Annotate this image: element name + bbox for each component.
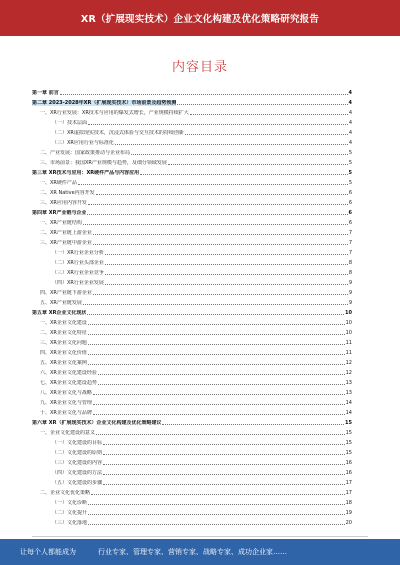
toc-entry-label: （二）文化建设的原则 bbox=[52, 450, 103, 456]
toc-entry-page: 17 bbox=[345, 480, 352, 486]
toc-entry[interactable] bbox=[32, 306, 352, 316]
toc-entry-page: 5 bbox=[348, 150, 352, 156]
toc-leader-dots bbox=[88, 344, 345, 345]
toc-entry-page: 19 bbox=[345, 510, 352, 516]
toc-entry[interactable] bbox=[32, 406, 352, 416]
toc-entry[interactable] bbox=[32, 256, 352, 266]
toc-entry-label: 一、XR产业链结构 bbox=[40, 220, 82, 226]
toc-entry[interactable] bbox=[32, 96, 352, 106]
toc-entry-label: 一、XR硬件产品 bbox=[40, 180, 77, 186]
toc-entry-label: （四）XR行业企业发展 bbox=[52, 280, 104, 286]
toc-leader-dots bbox=[88, 504, 345, 505]
toc-entry[interactable] bbox=[32, 186, 352, 196]
toc-entry[interactable] bbox=[32, 266, 352, 276]
report-title: XR（扩展现实技术）企业文化构建及优化策略研究报告 bbox=[80, 14, 320, 25]
toc-leader-dots bbox=[103, 484, 345, 485]
toc-entry[interactable] bbox=[32, 506, 352, 516]
toc-entry-page: 14 bbox=[345, 410, 352, 416]
toc-entry-page: 10 bbox=[345, 310, 352, 316]
toc-entry-page: 15 bbox=[345, 450, 352, 456]
toc-entry-page: 8 bbox=[348, 270, 352, 276]
toc-entry-page: 16 bbox=[345, 470, 352, 476]
toc-leader-dots bbox=[103, 454, 345, 455]
toc-entry-page: 10 bbox=[345, 320, 352, 326]
table-of-contents bbox=[32, 86, 352, 526]
toc-entry[interactable] bbox=[32, 366, 352, 376]
toc-leader-dots bbox=[93, 394, 345, 395]
toc-entry[interactable] bbox=[32, 166, 352, 176]
toc-entry[interactable] bbox=[32, 236, 352, 246]
toc-entry[interactable] bbox=[32, 226, 352, 236]
toc-entry-label: （一）XR行业企业分析 bbox=[52, 250, 104, 256]
toc-entry-page: 13 bbox=[345, 390, 352, 396]
toc-entry-page: 14 bbox=[345, 400, 352, 406]
toc-entry-page: 13 bbox=[345, 380, 352, 386]
toc-heading: 内容目录 bbox=[171, 60, 228, 75]
toc-entry-label: （三）XR应用行业与标准化 bbox=[52, 140, 114, 146]
toc-leader-dots bbox=[185, 134, 348, 135]
toc-entry-page: 4 bbox=[348, 110, 352, 116]
toc-entry-page: 17 bbox=[345, 490, 352, 496]
toc-leader-dots bbox=[83, 224, 348, 225]
toc-entry-label: 五、XR产业链发展 bbox=[40, 300, 82, 306]
toc-leader-dots bbox=[93, 294, 348, 295]
toc-entry[interactable] bbox=[32, 416, 352, 426]
toc-entry[interactable] bbox=[32, 86, 352, 96]
toc-entry[interactable] bbox=[32, 296, 352, 306]
toc-entry-page: 4 bbox=[348, 90, 352, 96]
toc-entry[interactable] bbox=[32, 516, 352, 526]
toc-leader-dots bbox=[190, 114, 348, 115]
toc-entry-page: 4 bbox=[348, 130, 352, 136]
toc-entry-label: 四、XR企业文化价值 bbox=[40, 350, 87, 356]
toc-entry-page: 16 bbox=[345, 460, 352, 466]
toc-entry-label: （一）文化诊断 bbox=[52, 500, 88, 506]
toc-entry-label: 第三章 XR技术与应用：XR硬件产品与内容应用 bbox=[32, 170, 140, 176]
toc-entry-label: 一、企业文化建设的意义 bbox=[40, 430, 96, 436]
toc-entry-label: （二）XR行业头部企业 bbox=[52, 260, 104, 266]
toc-leader-dots bbox=[103, 444, 345, 445]
toc-entry-label: 三、XR产业链中游企业 bbox=[40, 240, 92, 246]
toc-leader-dots bbox=[105, 274, 348, 275]
toc-entry[interactable] bbox=[32, 486, 352, 496]
toc-entry-label: （一）技术层面 bbox=[52, 120, 88, 126]
toc-entry-page: 9 bbox=[348, 290, 352, 296]
toc-entry-label: 三、市场前景：我国XR产业规模与趋势，及细分领域发展 bbox=[40, 160, 167, 166]
toc-entry-page: 5 bbox=[348, 170, 352, 176]
toc-entry-label: 十、XR企业文化与品牌 bbox=[40, 410, 92, 416]
toc-leader-dots bbox=[93, 414, 345, 415]
toc-entry-label: 三、XR应用内容开发 bbox=[40, 200, 87, 206]
toc-entry[interactable] bbox=[32, 136, 352, 146]
toc-entry-page: 10 bbox=[345, 330, 352, 336]
toc-leader-dots bbox=[162, 424, 344, 425]
footer-divider bbox=[32, 536, 368, 537]
toc-leader-dots bbox=[83, 304, 348, 305]
toc-entry-label: 六、XR企业文化建设经验 bbox=[40, 370, 97, 376]
toc-entry-label: 二、企业文化优化策略 bbox=[40, 490, 91, 496]
toc-leader-dots bbox=[88, 334, 345, 335]
toc-leader-dots bbox=[87, 214, 347, 215]
toc-entry[interactable] bbox=[32, 376, 352, 386]
toc-entry[interactable] bbox=[32, 426, 352, 436]
toc-leader-dots bbox=[105, 264, 348, 265]
footer-bar bbox=[0, 539, 400, 565]
toc-entry-label: （五）文化建设的步骤 bbox=[52, 480, 103, 486]
toc-leader-dots bbox=[98, 384, 345, 385]
toc-leader-dots bbox=[88, 204, 348, 205]
toc-entry[interactable] bbox=[32, 386, 352, 396]
toc-leader-dots bbox=[93, 244, 348, 245]
toc-entry-page: 11 bbox=[345, 340, 352, 346]
toc-entry-label: 第二章 2023-2028年XR（扩展现实技术）市场前景及趋势预测 bbox=[32, 100, 177, 106]
toc-leader-dots bbox=[78, 184, 348, 185]
toc-entry-label: 二、产业发展：国家政策推动与企业布局 bbox=[40, 150, 131, 156]
toc-leader-dots bbox=[88, 364, 345, 365]
toc-entry-page: 15 bbox=[345, 440, 352, 446]
footer-roles: 行业专家、管理专家、营销专家、战略专家、成功企业家…… bbox=[98, 548, 287, 556]
toc-entry-page: 4 bbox=[348, 100, 352, 106]
toc-entry-label: 八、XR企业文化与战略 bbox=[40, 390, 92, 396]
toc-entry[interactable] bbox=[32, 396, 352, 406]
toc-entry[interactable] bbox=[32, 216, 352, 226]
toc-entry[interactable] bbox=[32, 196, 352, 206]
toc-entry-label: （四）文化建设的方法 bbox=[52, 470, 103, 476]
toc-entry[interactable] bbox=[32, 206, 352, 216]
toc-entry-label: （三）文化落地 bbox=[52, 520, 88, 526]
toc-entry[interactable] bbox=[32, 346, 352, 356]
toc-leader-dots bbox=[177, 104, 347, 105]
toc-entry[interactable] bbox=[32, 496, 352, 506]
toc-entry[interactable] bbox=[32, 286, 352, 296]
toc-entry-label: 五、XR企业文化案例 bbox=[40, 360, 87, 366]
toc-entry-label: 三、XR企业文化问题 bbox=[40, 340, 87, 346]
toc-entry[interactable] bbox=[32, 276, 352, 286]
toc-leader-dots bbox=[131, 154, 348, 155]
toc-leader-dots bbox=[88, 354, 345, 355]
toc-entry-page: 7 bbox=[348, 240, 352, 246]
toc-entry[interactable] bbox=[32, 466, 352, 476]
toc-entry[interactable] bbox=[32, 316, 352, 326]
toc-leader-dots bbox=[96, 194, 348, 195]
toc-leader-dots bbox=[103, 464, 345, 465]
toc-entry-page: 11 bbox=[345, 350, 352, 356]
toc-leader-dots bbox=[88, 524, 345, 525]
toc-entry-label: 第六章 XR（扩展现实技术）企业文化构建及优化策略建议 bbox=[32, 420, 162, 426]
toc-entry-page: 20 bbox=[345, 520, 352, 526]
toc-entry[interactable] bbox=[32, 106, 352, 116]
toc-entry-page: 6 bbox=[348, 190, 352, 196]
toc-entry-page: 4 bbox=[348, 120, 352, 126]
toc-entry-label: 九、XR企业文化与管理 bbox=[40, 400, 92, 406]
toc-entry-label: 二、XR Native内容开发 bbox=[40, 190, 95, 196]
header-bar bbox=[0, 0, 400, 36]
toc-entry-page: 5 bbox=[348, 180, 352, 186]
toc-leader-dots bbox=[88, 514, 345, 515]
toc-entry-page: 12 bbox=[345, 370, 352, 376]
toc-entry-label: 第四章 XR产业链与企业 bbox=[32, 210, 87, 216]
toc-leader-dots bbox=[140, 174, 347, 175]
toc-leader-dots bbox=[105, 284, 348, 285]
toc-entry-label: 七、XR企业文化建设趋势 bbox=[40, 380, 97, 386]
toc-entry-label: 一、XR行业发展：XR技术与应用的爆发式增长，产业规模持续扩大 bbox=[40, 110, 189, 116]
toc-entry[interactable] bbox=[32, 336, 352, 346]
toc-leader-dots bbox=[105, 254, 348, 255]
toc-leader-dots bbox=[93, 234, 348, 235]
toc-entry-page: 15 bbox=[345, 420, 352, 426]
toc-leader-dots bbox=[60, 94, 348, 95]
toc-entry-label: 四、XR产业链下游企业 bbox=[40, 290, 92, 296]
toc-entry[interactable] bbox=[32, 146, 352, 156]
toc-entry-page: 4 bbox=[348, 140, 352, 146]
toc-entry-label: （二）文化提升 bbox=[52, 510, 88, 516]
toc-entry[interactable] bbox=[32, 326, 352, 336]
toc-entry-page: 7 bbox=[348, 230, 352, 236]
toc-entry-label: （二）XR虚拟现实技术，沉浸式体验与交互技术的持续创新 bbox=[52, 130, 184, 136]
toc-entry[interactable] bbox=[32, 176, 352, 186]
toc-entry-page: 9 bbox=[348, 300, 352, 306]
toc-entry-label: 二、XR企业文化特征 bbox=[40, 330, 87, 336]
toc-entry[interactable] bbox=[32, 456, 352, 466]
toc-entry[interactable] bbox=[32, 246, 352, 256]
toc-leader-dots bbox=[88, 324, 345, 325]
toc-entry-label: 第五章 XR企业文化现状 bbox=[32, 310, 87, 316]
toc-entry-page: 6 bbox=[348, 220, 352, 226]
toc-entry-page: 15 bbox=[345, 430, 352, 436]
toc-entry-label: 一、XR企业文化建设 bbox=[40, 320, 87, 326]
toc-entry[interactable] bbox=[32, 356, 352, 366]
toc-entry-page: 12 bbox=[345, 360, 352, 366]
toc-entry-label: 第一章 前言 bbox=[32, 90, 59, 96]
toc-entry[interactable] bbox=[32, 436, 352, 446]
footer-slogan: 让每个人都能成为 bbox=[20, 548, 76, 556]
toc-entry-page: 6 bbox=[348, 200, 352, 206]
toc-entry-label: （三）XR行业企业竞争 bbox=[52, 270, 104, 276]
toc-leader-dots bbox=[96, 434, 345, 435]
toc-entry-label: 二、XR产业链上游企业 bbox=[40, 230, 92, 236]
toc-entry[interactable] bbox=[32, 126, 352, 136]
toc-leader-dots bbox=[87, 314, 344, 315]
toc-leader-dots bbox=[103, 474, 345, 475]
toc-leader-dots bbox=[91, 494, 345, 495]
toc-entry[interactable] bbox=[32, 116, 352, 126]
toc-entry-page: 5 bbox=[348, 160, 352, 166]
toc-entry-page: 6 bbox=[348, 210, 352, 216]
toc-entry-label: （一）文化建设的目标 bbox=[52, 440, 103, 446]
toc-entry[interactable] bbox=[32, 476, 352, 486]
toc-entry[interactable] bbox=[32, 446, 352, 456]
toc-leader-dots bbox=[93, 404, 345, 405]
toc-leader-dots bbox=[98, 374, 345, 375]
toc-entry-page: 18 bbox=[345, 500, 352, 506]
toc-leader-dots bbox=[115, 144, 348, 145]
toc-entry-page: 9 bbox=[348, 280, 352, 286]
toc-entry-page: 8 bbox=[348, 260, 352, 266]
toc-entry-label: （三）文化建设的内容 bbox=[52, 460, 103, 466]
toc-entry-page: 7 bbox=[348, 250, 352, 256]
toc-entry[interactable] bbox=[32, 156, 352, 166]
toc-leader-dots bbox=[88, 124, 348, 125]
toc-leader-dots bbox=[168, 164, 348, 165]
